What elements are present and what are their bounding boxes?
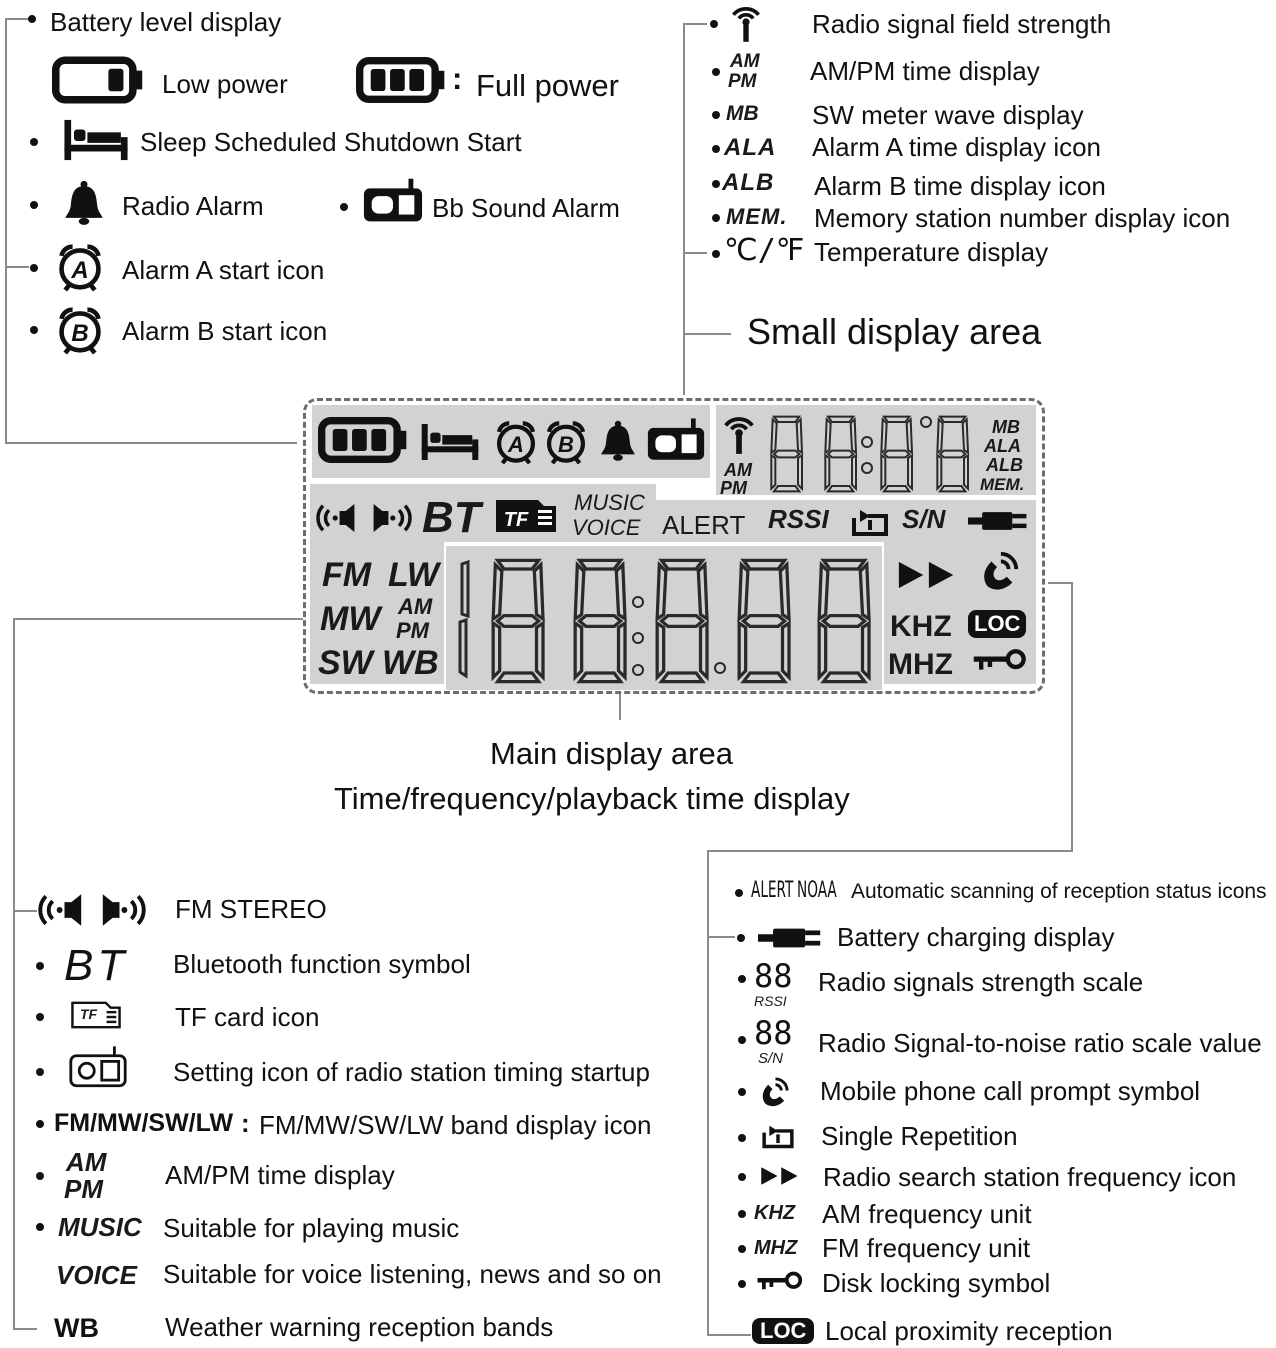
- antenna-icon: [728, 2, 764, 42]
- khz-icon: KHZ: [754, 1202, 796, 1224]
- bed-icon: [62, 118, 130, 162]
- stereo-icon: [38, 890, 146, 930]
- lcd-bt: BT: [422, 493, 481, 542]
- lcd-loc: LOC: [968, 610, 1026, 638]
- repeat-label: Single Repetition: [821, 1121, 1018, 1151]
- search-label: Radio search station frequency icon: [823, 1162, 1237, 1192]
- bullet: [36, 1013, 44, 1021]
- mhz-label: FM frequency unit: [822, 1233, 1031, 1263]
- leader-battery-v: [5, 18, 7, 444]
- small-digit-4: [930, 414, 974, 494]
- small-digit-1: [764, 414, 808, 494]
- lcd-sw: SW: [318, 644, 373, 682]
- leader-bl-bottom: [13, 1328, 37, 1330]
- bullet: [712, 145, 720, 153]
- khz-label: AM frequency unit: [822, 1199, 1032, 1229]
- rssi-digits: 88: [754, 957, 793, 995]
- lcd-khz: KHZ: [890, 610, 952, 643]
- bullet: [36, 962, 44, 970]
- lcd-am: AM: [724, 460, 752, 480]
- alarm-b-label: Alarm B start icon: [122, 316, 328, 346]
- ala-label: Alarm A time display icon: [812, 132, 1102, 162]
- lcd-key-icon: [972, 648, 1028, 672]
- lcd-mw: MW: [320, 600, 381, 638]
- music-label: Suitable for playing music: [163, 1213, 460, 1243]
- lcd-lw: LW: [388, 556, 439, 594]
- loc-label: Local proximity reception: [825, 1316, 1113, 1346]
- bullet: [36, 1120, 44, 1128]
- lcd-bed-icon: [420, 422, 480, 462]
- radio-alarm-label: Radio Alarm: [122, 191, 264, 221]
- lcd-phone-icon: [978, 548, 1020, 594]
- ala-icon: ALA: [724, 134, 777, 161]
- lcd-band-am: AM: [398, 594, 433, 619]
- main-digit-5: [810, 556, 876, 686]
- mb-label: SW meter wave display: [812, 100, 1084, 130]
- small-area-title: Small display area: [747, 311, 1042, 352]
- charging-label: Battery charging display: [837, 922, 1115, 952]
- alarm-b-icon: [56, 305, 104, 355]
- sleep-label: Sleep Scheduled Shutdown Start: [140, 127, 522, 157]
- bullet: [30, 138, 38, 146]
- bands-label: FM/MW/SW/LW band display icon: [259, 1110, 652, 1140]
- noaa-icon: NOAA: [797, 878, 837, 903]
- lcd-plug-icon: [968, 510, 1030, 532]
- bullet: [738, 975, 746, 983]
- lock-label: Disk locking symbol: [822, 1268, 1051, 1298]
- bullet: [738, 1280, 746, 1288]
- main-digit-1: [484, 556, 550, 686]
- lcd-ala: ALA: [984, 436, 1021, 456]
- lcd-voice: VOICE: [572, 515, 641, 540]
- alarm-a-label: Alarm A start icon: [122, 255, 325, 285]
- bullet: [36, 1172, 44, 1180]
- music-icon: MUSIC: [58, 1212, 142, 1242]
- low-power-label: Low power: [162, 69, 288, 99]
- loc-icon: LOC: [752, 1318, 814, 1344]
- mem-label: Memory station number display icon: [814, 203, 1231, 233]
- bullet: [738, 1088, 746, 1096]
- bullet: [712, 68, 720, 76]
- fm-stereo-label: FM STEREO: [175, 894, 327, 924]
- radio-outline-icon: [68, 1044, 128, 1090]
- wb-icon: WB: [54, 1313, 99, 1343]
- leader-bl-stereo: [13, 910, 37, 912]
- leader-bl-v: [13, 618, 15, 1330]
- battery-full-icon: [356, 56, 448, 104]
- leader-battery-top: [5, 18, 29, 20]
- radio-icon: [362, 178, 424, 224]
- lcd-band-pm: PM: [396, 618, 429, 643]
- sn-digits: 88: [754, 1014, 793, 1052]
- bullet: [738, 1245, 746, 1253]
- small-digit-3: [874, 414, 918, 494]
- voice-icon: VOICE: [56, 1260, 137, 1290]
- leader-br-v1: [1071, 582, 1073, 852]
- mem-icon: MEM.: [726, 204, 788, 229]
- sn-icon: S/N: [758, 1050, 784, 1067]
- bullet: [737, 934, 745, 942]
- rssi-label: Radio signals strength scale: [818, 967, 1144, 997]
- phone-icon: [758, 1074, 790, 1110]
- bt-icon: BT: [64, 941, 129, 990]
- bullet: [738, 1210, 746, 1218]
- alarm-a-icon: [56, 242, 104, 292]
- bt-label: Bluetooth function symbol: [173, 949, 471, 979]
- alb-label: Alarm B time display icon: [814, 171, 1106, 201]
- bullet: [738, 1134, 746, 1142]
- key-icon: [756, 1270, 804, 1292]
- call-label: Mobile phone call prompt symbol: [820, 1076, 1201, 1106]
- battery-title: Battery level display: [50, 7, 282, 37]
- tf-card-icon-text: TF: [80, 1006, 98, 1022]
- ff-icon: [760, 1166, 800, 1186]
- main-dot: [712, 660, 728, 676]
- bullet: [735, 889, 743, 897]
- lcd-antenna-icon: [720, 412, 758, 454]
- leader-small-v: [683, 23, 685, 395]
- leader-bl-top: [13, 618, 303, 620]
- lcd-fm: FM: [322, 556, 372, 594]
- scan-label: Automatic scanning of reception status icons: [851, 880, 1267, 903]
- alb-icon: ALB: [722, 169, 775, 196]
- bullet: [712, 250, 720, 258]
- leader-small-temp: [683, 252, 707, 254]
- leader-br-h2: [707, 850, 1073, 852]
- lcd-alarm-b-icon: [544, 420, 588, 464]
- ampm-label: AM/PM time display: [810, 56, 1040, 86]
- lcd-repeat-icon: [848, 508, 892, 538]
- main-colon: [630, 590, 646, 680]
- lcd-ff-icon: [896, 560, 958, 590]
- leader-main-v: [619, 694, 621, 720]
- tf-label: TF card icon: [175, 1002, 320, 1032]
- wb-label: Weather warning reception bands: [165, 1312, 554, 1342]
- lcd-radio-icon: [646, 418, 706, 462]
- bullet: [30, 201, 38, 209]
- bl-pm-icon: PM: [64, 1174, 103, 1204]
- full-power-colon: :: [452, 61, 463, 96]
- leader-br-h1: [1048, 582, 1072, 584]
- main-area-title: Main display area: [490, 736, 733, 771]
- bullet: [738, 1036, 746, 1044]
- small-colon: [860, 430, 874, 480]
- bands-icon: FM/MW/SW/LW: [54, 1109, 234, 1137]
- rssi-icon: RSSI: [754, 993, 787, 1009]
- lcd-alert: ALERT: [662, 510, 746, 540]
- main-digit-2: [566, 556, 632, 686]
- voice-label: Suitable for voice listening, news and so on: [163, 1259, 662, 1289]
- bullet: [36, 1223, 44, 1231]
- lcd-stereo-icon: [316, 500, 412, 536]
- sn-label: Radio Signal-to-noise ratio scale value: [818, 1028, 1262, 1058]
- main-area-subtitle: Time/frequency/playback time display: [334, 781, 850, 816]
- lcd-battery-icon: [318, 414, 410, 466]
- temp-icon: ℃/℉: [724, 233, 805, 268]
- lcd-music: MUSIC: [574, 490, 645, 515]
- lcd-bell-icon: [598, 418, 638, 462]
- bands-colon: :: [241, 1108, 250, 1138]
- lcd-mhz: MHZ: [888, 648, 953, 681]
- bl-ampm-label: AM/PM time display: [165, 1160, 395, 1190]
- ampm-icon-pm: PM: [728, 71, 757, 92]
- mb-icon: MB: [726, 102, 759, 125]
- mhz-icon: MHZ: [754, 1237, 798, 1259]
- lcd-pm: PM: [720, 478, 747, 498]
- leader-small-top: [683, 23, 707, 25]
- signal-label: Radio signal field strength: [812, 9, 1112, 39]
- bullet: [340, 203, 348, 211]
- leader-alarma: [5, 266, 29, 268]
- bullet: [28, 15, 36, 23]
- bullet: [712, 111, 720, 119]
- ampm-icon-am: AM: [730, 51, 760, 72]
- bullet: [36, 1068, 44, 1076]
- battery-low-icon: [52, 56, 146, 104]
- bullet: [738, 1173, 746, 1181]
- bullet: [712, 214, 720, 222]
- leader-br-loc: [707, 1334, 751, 1336]
- lcd-rssi: RSSI: [768, 504, 829, 534]
- radio-timer-label: Setting icon of radio station timing startup: [173, 1057, 650, 1087]
- repeat-icon: [758, 1124, 798, 1150]
- plug-icon: [758, 926, 824, 950]
- bullet: [710, 20, 718, 28]
- main-digit-3: [648, 556, 714, 686]
- bullet: [30, 264, 38, 272]
- temp-label: Temperature display: [814, 237, 1049, 267]
- lcd-wb: WB: [382, 644, 439, 682]
- bullet: [712, 180, 720, 188]
- lcd-alarm-a-icon: [494, 420, 538, 464]
- leader-battery-bottom: [5, 442, 297, 444]
- bullet: [30, 326, 38, 334]
- lcd-mem: MEM.: [980, 475, 1025, 494]
- main-one-digit: [452, 558, 474, 682]
- alert-icon: ALERT: [751, 878, 794, 903]
- lcd-alb: ALB: [986, 455, 1023, 475]
- leader-small-area: [683, 333, 731, 335]
- lcd-tf-icon: [494, 496, 558, 536]
- bell-icon: [62, 178, 106, 226]
- full-power-label: Full power: [476, 68, 619, 103]
- bb-alarm-label: Bb Sound Alarm: [432, 193, 620, 223]
- leader-br-charge: [707, 936, 735, 938]
- leader-br-v2: [707, 850, 709, 1336]
- bl-am-icon: AM: [66, 1147, 107, 1177]
- main-digit-4: [730, 556, 796, 686]
- lcd-sn: S/N: [902, 504, 946, 534]
- lcd-mb: MB: [992, 417, 1020, 437]
- small-digit-2: [818, 414, 862, 494]
